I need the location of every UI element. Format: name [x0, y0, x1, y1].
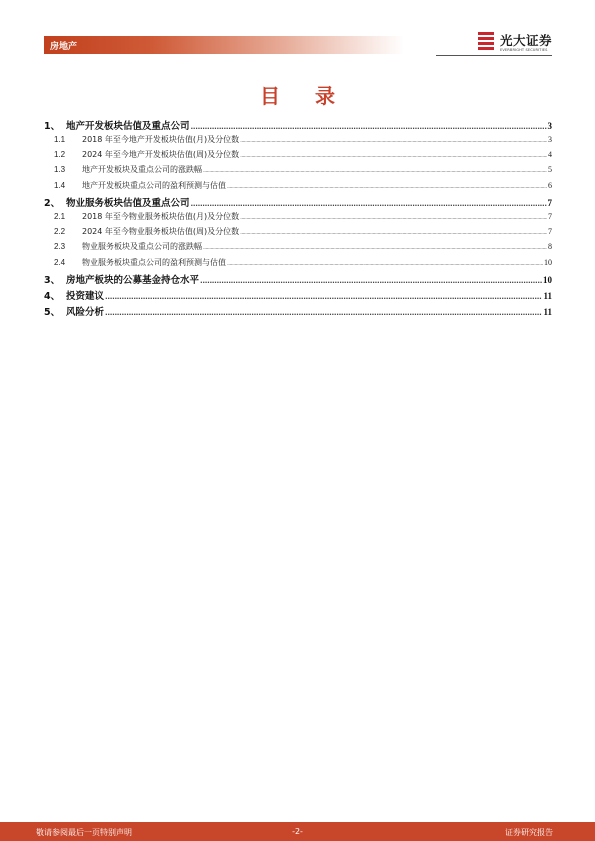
toc-entry-number: 1.4	[54, 180, 66, 190]
toc-entry-title: 地产开发板块及重点公司的涨跌幅	[82, 165, 202, 175]
toc-entry-title: 物业服务板块估值及重点公司	[66, 197, 190, 209]
toc-leader-dots	[240, 230, 547, 236]
toc-entry-page: 3	[547, 121, 552, 131]
toc-entry[interactable]	[44, 195, 552, 211]
toc-entry-title: 房地产板块的公募基金持仓水平	[66, 274, 200, 286]
toc-entry-number: 1.1	[54, 134, 66, 144]
toc-leader-dots	[105, 309, 542, 317]
toc-entry-number: 1.2	[54, 150, 66, 160]
footer-page-number: -2-	[292, 827, 303, 836]
toc-entry[interactable]	[44, 241, 552, 256]
toc-entry-number: 2.2	[54, 227, 66, 237]
toc-entry-page: 5	[548, 165, 552, 175]
toc-entry-title: 2024 年至今物业服务板块估值(周)及分位数	[82, 227, 240, 237]
toc-entry-number: 1.3	[54, 165, 66, 175]
toc-leader-dots	[105, 293, 542, 301]
toc-entry-page: 8	[548, 242, 552, 252]
toc-leader-dots	[203, 245, 547, 251]
header-section-band	[44, 36, 404, 54]
logo-name: 光大证券	[500, 33, 553, 48]
toc-leader-dots	[203, 168, 547, 174]
section-tag: 房地产	[50, 42, 78, 52]
table-of-contents	[44, 118, 552, 319]
toc-entry[interactable]	[44, 211, 552, 226]
toc-entry-page: 7	[548, 211, 552, 221]
toc-entry[interactable]	[44, 180, 552, 195]
logo-mark-icon	[478, 32, 494, 52]
toc-entry-number: 1、	[44, 121, 61, 132]
toc-leader-dots	[200, 277, 542, 285]
toc-entry[interactable]	[44, 149, 552, 164]
toc-entry-page: 10	[543, 274, 552, 285]
page-footer	[0, 822, 595, 841]
toc-entry-title: 地产开发板块估值及重点公司	[66, 121, 190, 132]
toc-entry-number: 2.1	[54, 211, 66, 221]
toc-entry-title: 物业服务板块及重点公司的涨跌幅	[82, 242, 202, 252]
logo-subtitle: EVERBRIGHT SECURITIES	[500, 48, 548, 52]
toc-entry[interactable]	[44, 272, 552, 288]
toc-entry-title: 2018 年至今物业服务板块估值(月)及分位数	[82, 211, 240, 221]
toc-leader-dots	[191, 200, 547, 208]
toc-entry-number: 3、	[44, 274, 61, 286]
toc-leader-dots	[240, 153, 547, 159]
toc-entry-page: 7	[547, 197, 552, 208]
toc-entry-page: 3	[548, 134, 552, 144]
company-logo	[478, 30, 558, 56]
toc-entry-number: 2.4	[54, 257, 66, 267]
toc-entry-title: 2024 年至今地产开发板块估值(周)及分位数	[82, 150, 240, 160]
toc-entry-title: 风险分析	[66, 306, 105, 318]
toc-entry-page: 6	[548, 180, 552, 190]
toc-entry[interactable]	[44, 304, 552, 320]
toc-leader-dots	[227, 184, 547, 190]
footer-disclaimer: 敬请参阅最后一页特别声明	[36, 828, 132, 837]
toc-entry-page: 10	[544, 257, 552, 267]
toc-entry-number: 2.3	[54, 242, 66, 252]
toc-entry[interactable]	[44, 118, 552, 134]
toc-entry-title: 地产开发板块重点公司的盈利预测与估值	[82, 180, 226, 190]
footer-report-type: 证券研究报告	[505, 828, 553, 837]
toc-leader-dots	[240, 138, 547, 144]
toc-entry[interactable]	[44, 164, 552, 179]
toc-entry-title: 物业服务板块重点公司的盈利预测与估值	[82, 257, 226, 267]
toc-leader-dots	[240, 215, 547, 221]
toc-entry[interactable]	[44, 257, 552, 272]
toc-entry[interactable]	[44, 134, 552, 149]
toc-entry-number: 5、	[44, 306, 61, 318]
page-title: 目 录	[260, 84, 349, 108]
toc-entry-page: 11	[543, 306, 552, 317]
header-rule	[436, 55, 552, 56]
toc-entry-title: 2018 年至今地产开发板块估值(月)及分位数	[82, 134, 240, 144]
toc-entry[interactable]	[44, 288, 552, 304]
toc-leader-dots	[191, 123, 547, 131]
toc-leader-dots	[227, 261, 543, 267]
toc-entry-page: 11	[543, 290, 552, 301]
toc-entry[interactable]	[44, 226, 552, 241]
toc-entry-number: 2、	[44, 197, 61, 209]
toc-entry-page: 4	[548, 150, 552, 160]
toc-entry-title: 投资建议	[66, 290, 105, 302]
toc-entry-page: 7	[548, 227, 552, 237]
toc-entry-number: 4、	[44, 290, 61, 302]
